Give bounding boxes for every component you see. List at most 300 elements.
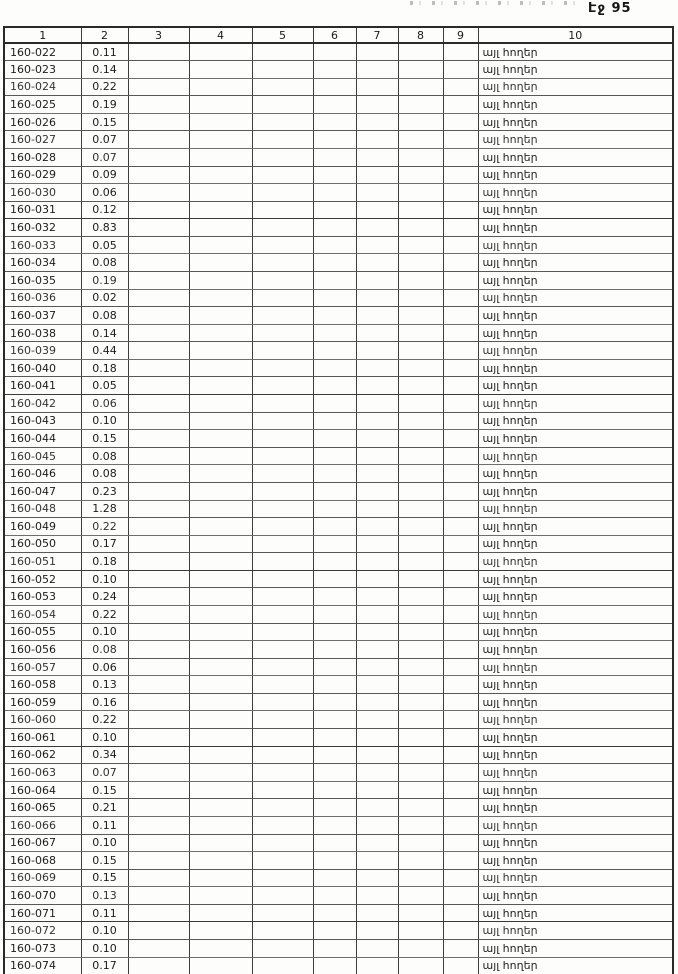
land-type-cell: այլ հողեր: [478, 324, 673, 342]
empty-cell: [252, 166, 313, 184]
land-type-cell: այլ հողեր: [478, 359, 673, 377]
area-value-cell: 0.10: [81, 570, 128, 588]
land-type-cell: այլ հողեր: [478, 377, 673, 395]
empty-cell: [189, 96, 252, 114]
empty-cell: [313, 113, 356, 131]
column-header-6: 6: [313, 27, 356, 43]
empty-cell: [443, 289, 478, 307]
table-row: [4, 693, 673, 711]
empty-cell: [398, 61, 443, 79]
land-type-cell: այլ հողեր: [478, 887, 673, 905]
parcel-id-cell: 160-025: [4, 96, 81, 114]
empty-cell: [356, 887, 398, 905]
parcel-id-cell: 160-044: [4, 430, 81, 448]
empty-cell: [443, 465, 478, 483]
empty-cell: [189, 184, 252, 202]
empty-cell: [128, 553, 189, 571]
table-row: [4, 148, 673, 166]
empty-cell: [189, 377, 252, 395]
empty-cell: [128, 289, 189, 307]
empty-cell: [313, 799, 356, 817]
empty-cell: [189, 939, 252, 957]
empty-cell: [313, 482, 356, 500]
area-value-cell: 0.08: [81, 447, 128, 465]
table-row: [4, 359, 673, 377]
column-header-1: 1: [4, 27, 81, 43]
empty-cell: [189, 816, 252, 834]
land-type-cell: այլ հողեր: [478, 166, 673, 184]
empty-cell: [189, 799, 252, 817]
area-value-cell: 0.05: [81, 377, 128, 395]
parcel-id-cell: 160-047: [4, 482, 81, 500]
empty-cell: [398, 500, 443, 518]
empty-cell: [313, 887, 356, 905]
empty-cell: [252, 465, 313, 483]
empty-cell: [398, 676, 443, 694]
table-row: [4, 658, 673, 676]
column-header-8: 8: [398, 27, 443, 43]
empty-cell: [128, 254, 189, 272]
empty-cell: [313, 957, 356, 974]
empty-cell: [356, 166, 398, 184]
empty-cell: [398, 412, 443, 430]
empty-cell: [313, 500, 356, 518]
empty-cell: [128, 711, 189, 729]
empty-cell: [356, 430, 398, 448]
empty-cell: [313, 535, 356, 553]
empty-cell: [189, 957, 252, 974]
empty-cell: [252, 148, 313, 166]
parcel-id-cell: 160-064: [4, 781, 81, 799]
empty-cell: [356, 816, 398, 834]
parcel-id-cell: 160-041: [4, 377, 81, 395]
empty-cell: [313, 676, 356, 694]
empty-cell: [252, 746, 313, 764]
empty-cell: [252, 500, 313, 518]
empty-cell: [443, 606, 478, 624]
empty-cell: [128, 272, 189, 290]
empty-cell: [356, 939, 398, 957]
empty-cell: [356, 852, 398, 870]
empty-cell: [189, 711, 252, 729]
area-value-cell: 0.08: [81, 254, 128, 272]
empty-cell: [128, 184, 189, 202]
table-row: [4, 922, 673, 940]
empty-cell: [189, 922, 252, 940]
empty-cell: [128, 148, 189, 166]
land-type-cell: այլ հողեր: [478, 623, 673, 641]
empty-cell: [443, 957, 478, 974]
area-value-cell: 0.44: [81, 342, 128, 360]
empty-cell: [356, 148, 398, 166]
empty-cell: [313, 641, 356, 659]
empty-cell: [189, 518, 252, 536]
land-type-cell: այլ հողեր: [478, 535, 673, 553]
empty-cell: [252, 887, 313, 905]
empty-cell: [398, 939, 443, 957]
land-type-cell: այլ հողեր: [478, 957, 673, 974]
parcel-id-cell: 160-074: [4, 957, 81, 974]
empty-cell: [398, 43, 443, 61]
empty-cell: [356, 395, 398, 413]
table-row: [4, 816, 673, 834]
parcel-id-cell: 160-033: [4, 236, 81, 254]
empty-cell: [128, 676, 189, 694]
area-value-cell: 0.08: [81, 641, 128, 659]
table-row: [4, 254, 673, 272]
parcel-id-cell: 160-046: [4, 465, 81, 483]
empty-cell: [252, 641, 313, 659]
area-value-cell: 0.14: [81, 324, 128, 342]
empty-cell: [398, 272, 443, 290]
empty-cell: [443, 834, 478, 852]
empty-cell: [443, 236, 478, 254]
parcel-id-cell: 160-065: [4, 799, 81, 817]
empty-cell: [356, 658, 398, 676]
area-value-cell: 0.11: [81, 43, 128, 61]
empty-cell: [313, 764, 356, 782]
empty-cell: [252, 43, 313, 61]
empty-cell: [313, 96, 356, 114]
table-row: [4, 939, 673, 957]
empty-cell: [356, 236, 398, 254]
empty-cell: [313, 359, 356, 377]
land-type-cell: այլ հողեր: [478, 588, 673, 606]
empty-cell: [443, 430, 478, 448]
table-row: [4, 500, 673, 518]
empty-cell: [443, 535, 478, 553]
empty-cell: [189, 500, 252, 518]
parcel-id-cell: 160-052: [4, 570, 81, 588]
empty-cell: [356, 113, 398, 131]
empty-cell: [128, 746, 189, 764]
empty-cell: [398, 781, 443, 799]
empty-cell: [128, 764, 189, 782]
table-row: [4, 377, 673, 395]
empty-cell: [443, 78, 478, 96]
empty-cell: [398, 588, 443, 606]
empty-cell: [189, 834, 252, 852]
land-type-cell: այլ հողեր: [478, 272, 673, 290]
parcel-id-cell: 160-050: [4, 535, 81, 553]
empty-cell: [313, 78, 356, 96]
empty-cell: [252, 904, 313, 922]
empty-cell: [252, 131, 313, 149]
land-type-cell: այլ հողեր: [478, 834, 673, 852]
land-type-cell: այլ հողեր: [478, 781, 673, 799]
empty-cell: [443, 377, 478, 395]
empty-cell: [189, 482, 252, 500]
empty-cell: [189, 131, 252, 149]
area-value-cell: 0.10: [81, 922, 128, 940]
table-row: [4, 96, 673, 114]
parcel-id-cell: 160-042: [4, 395, 81, 413]
empty-cell: [189, 447, 252, 465]
parcel-id-cell: 160-027: [4, 131, 81, 149]
land-type-cell: այլ հողեր: [478, 236, 673, 254]
empty-cell: [189, 606, 252, 624]
empty-cell: [356, 61, 398, 79]
area-value-cell: 0.05: [81, 236, 128, 254]
empty-cell: [398, 904, 443, 922]
area-value-cell: 0.23: [81, 482, 128, 500]
parcel-id-cell: 160-022: [4, 43, 81, 61]
land-type-cell: այլ հողեր: [478, 219, 673, 237]
empty-cell: [356, 482, 398, 500]
empty-cell: [398, 535, 443, 553]
empty-cell: [189, 887, 252, 905]
empty-cell: [443, 96, 478, 114]
empty-cell: [398, 957, 443, 974]
land-type-cell: այլ հողեր: [478, 342, 673, 360]
land-type-cell: այլ հողեր: [478, 307, 673, 325]
empty-cell: [398, 395, 443, 413]
parcel-id-cell: 160-073: [4, 939, 81, 957]
empty-cell: [313, 184, 356, 202]
empty-cell: [252, 289, 313, 307]
empty-cell: [356, 96, 398, 114]
empty-cell: [189, 570, 252, 588]
table-row: [4, 113, 673, 131]
empty-cell: [398, 764, 443, 782]
empty-cell: [356, 869, 398, 887]
table-row: [4, 781, 673, 799]
empty-cell: [252, 412, 313, 430]
table-row: [4, 764, 673, 782]
empty-cell: [252, 711, 313, 729]
empty-cell: [356, 535, 398, 553]
empty-cell: [252, 834, 313, 852]
land-type-cell: այլ հողեր: [478, 447, 673, 465]
empty-cell: [443, 254, 478, 272]
empty-cell: [398, 96, 443, 114]
empty-cell: [443, 641, 478, 659]
table-row: [4, 834, 673, 852]
parcel-id-cell: 160-053: [4, 588, 81, 606]
land-type-cell: այլ հողեր: [478, 764, 673, 782]
empty-cell: [128, 887, 189, 905]
empty-cell: [252, 342, 313, 360]
table-row: [4, 711, 673, 729]
empty-cell: [443, 272, 478, 290]
parcel-id-cell: 160-061: [4, 729, 81, 747]
empty-cell: [356, 377, 398, 395]
parcel-id-cell: 160-036: [4, 289, 81, 307]
empty-cell: [252, 78, 313, 96]
land-type-cell: այլ հողեր: [478, 465, 673, 483]
empty-cell: [128, 588, 189, 606]
empty-cell: [313, 834, 356, 852]
land-type-cell: այլ հողեր: [478, 922, 673, 940]
area-value-cell: 0.21: [81, 799, 128, 817]
table-row: [4, 307, 673, 325]
empty-cell: [252, 693, 313, 711]
land-type-cell: այլ հողեր: [478, 676, 673, 694]
empty-cell: [443, 219, 478, 237]
empty-cell: [443, 676, 478, 694]
empty-cell: [128, 236, 189, 254]
table-row: [4, 236, 673, 254]
empty-cell: [443, 166, 478, 184]
empty-cell: [189, 658, 252, 676]
empty-cell: [356, 641, 398, 659]
area-value-cell: 0.12: [81, 201, 128, 219]
empty-cell: [398, 430, 443, 448]
empty-cell: [189, 307, 252, 325]
empty-cell: [398, 606, 443, 624]
empty-cell: [356, 465, 398, 483]
empty-cell: [398, 553, 443, 571]
empty-cell: [443, 623, 478, 641]
parcel-id-cell: 160-032: [4, 219, 81, 237]
area-value-cell: 0.07: [81, 764, 128, 782]
empty-cell: [252, 553, 313, 571]
empty-cell: [252, 658, 313, 676]
empty-cell: [356, 43, 398, 61]
empty-cell: [356, 131, 398, 149]
table-header-row: [4, 27, 673, 43]
area-value-cell: 0.14: [81, 61, 128, 79]
empty-cell: [128, 342, 189, 360]
empty-cell: [128, 781, 189, 799]
area-value-cell: 0.11: [81, 904, 128, 922]
table-row: [4, 904, 673, 922]
land-type-cell: այլ հողեր: [478, 904, 673, 922]
parcel-id-cell: 160-069: [4, 869, 81, 887]
empty-cell: [443, 711, 478, 729]
empty-cell: [443, 131, 478, 149]
empty-cell: [356, 272, 398, 290]
empty-cell: [443, 359, 478, 377]
empty-cell: [356, 184, 398, 202]
empty-cell: [313, 623, 356, 641]
table-row: [4, 606, 673, 624]
empty-cell: [189, 236, 252, 254]
empty-cell: [398, 131, 443, 149]
empty-cell: [313, 412, 356, 430]
table-row: [4, 78, 673, 96]
empty-cell: [398, 342, 443, 360]
empty-cell: [252, 623, 313, 641]
empty-cell: [443, 482, 478, 500]
empty-cell: [128, 939, 189, 957]
parcel-id-cell: 160-057: [4, 658, 81, 676]
empty-cell: [128, 465, 189, 483]
area-value-cell: 0.06: [81, 395, 128, 413]
empty-cell: [128, 447, 189, 465]
land-type-cell: այլ հողեր: [478, 184, 673, 202]
empty-cell: [128, 307, 189, 325]
empty-cell: [398, 869, 443, 887]
table-row: [4, 219, 673, 237]
empty-cell: [189, 641, 252, 659]
empty-cell: [189, 201, 252, 219]
empty-cell: [356, 359, 398, 377]
empty-cell: [252, 61, 313, 79]
empty-cell: [443, 764, 478, 782]
empty-cell: [189, 764, 252, 782]
empty-cell: [398, 377, 443, 395]
empty-cell: [189, 430, 252, 448]
empty-cell: [189, 904, 252, 922]
parcel-id-cell: 160-051: [4, 553, 81, 571]
table-row: [4, 412, 673, 430]
empty-cell: [398, 219, 443, 237]
empty-cell: [128, 729, 189, 747]
empty-cell: [189, 219, 252, 237]
area-value-cell: 0.11: [81, 816, 128, 834]
empty-cell: [443, 307, 478, 325]
empty-cell: [398, 799, 443, 817]
land-type-cell: այլ հողեր: [478, 729, 673, 747]
empty-cell: [128, 623, 189, 641]
parcel-id-cell: 160-045: [4, 447, 81, 465]
empty-cell: [128, 500, 189, 518]
empty-cell: [313, 518, 356, 536]
land-type-cell: այլ հողեր: [478, 412, 673, 430]
table-row: [4, 201, 673, 219]
empty-cell: [313, 324, 356, 342]
empty-cell: [313, 746, 356, 764]
parcel-id-cell: 160-060: [4, 711, 81, 729]
land-type-cell: այլ հողեր: [478, 43, 673, 61]
empty-cell: [252, 852, 313, 870]
empty-cell: [356, 289, 398, 307]
empty-cell: [313, 939, 356, 957]
empty-cell: [443, 395, 478, 413]
empty-cell: [356, 254, 398, 272]
empty-cell: [356, 324, 398, 342]
area-value-cell: 0.15: [81, 869, 128, 887]
area-value-cell: 0.07: [81, 131, 128, 149]
empty-cell: [252, 201, 313, 219]
empty-cell: [252, 377, 313, 395]
empty-cell: [252, 729, 313, 747]
empty-cell: [313, 570, 356, 588]
empty-cell: [252, 272, 313, 290]
empty-cell: [128, 834, 189, 852]
area-value-cell: 0.18: [81, 359, 128, 377]
parcel-id-cell: 160-072: [4, 922, 81, 940]
parcel-id-cell: 160-070: [4, 887, 81, 905]
empty-cell: [189, 272, 252, 290]
parcel-id-cell: 160-049: [4, 518, 81, 536]
empty-cell: [252, 922, 313, 940]
empty-cell: [128, 131, 189, 149]
empty-cell: [128, 324, 189, 342]
table-row: [4, 447, 673, 465]
empty-cell: [443, 412, 478, 430]
empty-cell: [398, 359, 443, 377]
empty-cell: [398, 201, 443, 219]
area-value-cell: 0.22: [81, 518, 128, 536]
empty-cell: [398, 570, 443, 588]
land-type-cell: այլ հողեր: [478, 816, 673, 834]
land-type-cell: այլ հողեր: [478, 869, 673, 887]
empty-cell: [443, 61, 478, 79]
parcel-id-cell: 160-026: [4, 113, 81, 131]
empty-cell: [313, 922, 356, 940]
empty-cell: [252, 395, 313, 413]
table-row: [4, 746, 673, 764]
area-value-cell: 0.15: [81, 113, 128, 131]
empty-cell: [128, 852, 189, 870]
empty-cell: [128, 412, 189, 430]
empty-cell: [443, 201, 478, 219]
empty-cell: [356, 342, 398, 360]
table-row: [4, 465, 673, 483]
empty-cell: [252, 535, 313, 553]
